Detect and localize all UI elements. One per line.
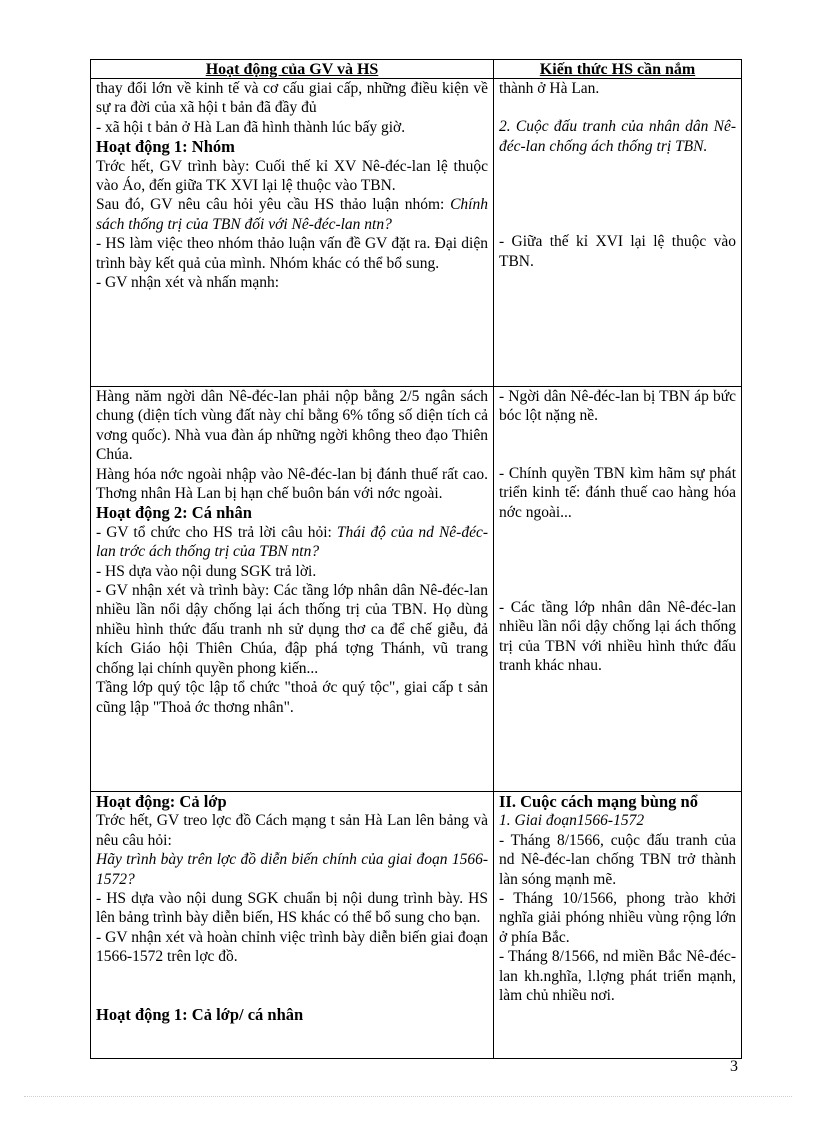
section-heading: II. Cuộc cách mạng bùng nổ: [499, 792, 698, 811]
paragraph: - GV nhận xét và trình bày: Các tầng lớp nhân dân Nê-đéc-lan nhiều lần nổi dậy chống lại ách thống trị của TBN. Họ dùng nhiều hình thức đấu tranh nh sử dụng thơ ca để chế giễu, đả kích Giáo hội Thiên Chúa, đập phá tợng Thánh, vũ trang chống lại chính quyền phong kiến...: [96, 582, 488, 677]
row3-right-cell: [494, 792, 742, 1059]
row2-right-cell: [494, 387, 742, 792]
text-run: - GV tổ chức cho HS trả lời câu hỏi:: [96, 523, 337, 541]
footer-divider: [24, 1096, 792, 1097]
paragraph: [96, 523, 488, 562]
paragraph: - HS dựa vào nội dung SGK chuẩn bị nội dung trình bày. HS lên bảng trình bày diễn biến, HS khác có thể bổ sung cho bạn.: [96, 890, 488, 927]
header-right: Kiến thức HS cần nắm: [494, 60, 742, 79]
table-row: [91, 792, 742, 1059]
content-table: [90, 59, 742, 1059]
question-text: Hãy trình bày trên lợc đồ diễn biến chính của giai đoạn 1566-1572?: [96, 851, 488, 888]
knowledge-item: - Tháng 8/1566, cuộc đấu tranh của nd Nê-đéc-lan chống TBN trở thành làn sóng mạnh mẽ.: [499, 831, 736, 888]
paragraph: - xã hội t bản ở Hà Lan đã hình thành lúc bấy giờ.: [96, 118, 406, 136]
row2-left-cell: [91, 387, 494, 792]
knowledge-item: - Tháng 8/1566, nd miền Bắc Nê-đéc-lan kh.nghĩa, l.lợng phát triển mạnh, làm chủ nhiều nơi.: [499, 948, 736, 1005]
paragraph: - HS dựa vào nội dung SGK trả lời.: [96, 562, 317, 580]
knowledge-item: - Chính quyền TBN kìm hãm sự phát triển kinh tế: đánh thuế cao hàng hóa nớc ngoài...: [499, 464, 736, 521]
paragraph: - GV nhận xét và hoàn chỉnh việc trình bày diễn biến giai đoạn 1566-1572 trên lợc đồ.: [96, 928, 488, 966]
row1-right-cell: [494, 79, 742, 387]
knowledge-item: thành ở Hà Lan.: [499, 80, 600, 97]
section-subheading: 1. Giai đoạn1566-1572: [499, 812, 645, 830]
question-text: Thái độ của nd Nê-đéc-lan trớc ách thống trị của TBN ntn?: [96, 523, 488, 561]
header-row: [91, 60, 742, 79]
knowledge-item: - Các tầng lớp nhân dân Nê-đéc-lan nhiều lần nổi dậy chống lại ách thống trị của TBN với nhiều hình thức đấu tranh khác nhau.: [499, 599, 736, 675]
paragraph: Trớc hết, GV treo lợc đồ Cách mạng t sản Hà Lan lên bảng và nêu câu hỏi:: [96, 812, 488, 849]
paragraph: Hàng năm ngời dân Nê-đéc-lan phải nộp bằng 2/5 ngân sách chung (diện tích vùng đất này chỉ bằng 6% tổng số diện tích cả vơng quốc). Nhà vua đàn áp những ngời không theo đạo Thiên Chúa.: [96, 388, 488, 464]
page-number: 3: [730, 1058, 738, 1075]
row3-left-cell: [91, 792, 494, 1059]
question-text: Chính sách thống trị của TBN đối với Nê-đéc-lan ntn?: [96, 196, 488, 233]
activity-heading: Hoạt động 1: Cả lớp/ cá nhân: [96, 1004, 304, 1024]
paragraph: Trớc hết, GV trình bày: Cuối thế kỉ XV Nê-đéc-lan lệ thuộc vào Áo, đến giữa TK XVI lại lệ thuộc vào TBN.: [96, 157, 488, 195]
paragraph: thay đổi lớn về kinh tế và cơ cấu giai cấp, những điều kiện về sự ra đời của xã hội t bản đã đầy đủ: [96, 80, 488, 117]
paragraph: - HS làm việc theo nhóm thảo luận vấn đề GV đặt ra. Đại diện trình bày kết quả của mình. Nhóm khác có thể bổ sung.: [96, 235, 488, 272]
knowledge-item: - Ngời dân Nê-đéc-lan bị TBN áp bức bóc lột nặng nề.: [499, 388, 736, 425]
paragraph: - GV nhận xét và nhấn mạnh:: [96, 274, 280, 292]
section-subheading: 2. Cuộc đấu tranh của nhân dân Nê-đéc-lan chống ách thống trị TBN.: [499, 118, 736, 155]
header-left: Hoạt động của GV và HS: [91, 60, 494, 79]
activity-heading: Hoạt động: Cả lớp: [96, 792, 227, 811]
knowledge-item: - Tháng 10/1566, phong trào khởi nghĩa giải phóng nhiều vùng rộng lớn ở phía Bắc.: [499, 890, 736, 946]
knowledge-item: - Giữa thế kỉ XVI lại lệ thuộc vào TBN.: [499, 233, 736, 270]
table-row: [91, 79, 742, 387]
activity-heading: Hoạt động 2: Cá nhân: [96, 503, 252, 523]
paragraph: Hàng hóa nớc ngoài nhập vào Nê-đéc-lan bị đánh thuế rất cao. Thơng nhân Hà Lan bị hạn chế buôn bán với nớc ngoài.: [96, 465, 488, 503]
row1-left-cell: [91, 79, 494, 387]
activity-heading: Hoạt động 1: Nhóm: [96, 137, 235, 157]
paragraph: [96, 195, 488, 234]
paragraph: Tầng lớp quý tộc lập tổ chức "thoả ớc quý tộc", giai cấp t sản cũng lập "Thoả ớc thơng nhân".: [96, 679, 488, 716]
table-row: [91, 387, 742, 792]
text-run: Sau đó, GV nêu câu hỏi yêu cầu HS thảo luận nhóm:: [96, 196, 451, 214]
